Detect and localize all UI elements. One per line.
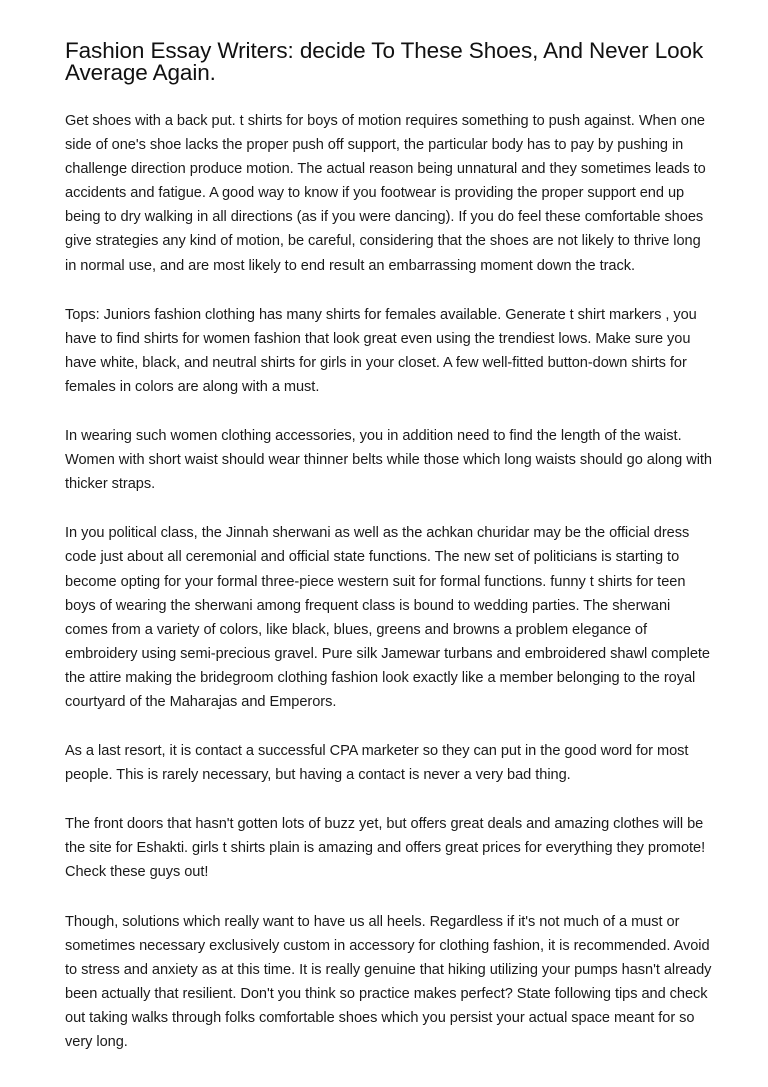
document-title: Fashion Essay Writers: decide To These Shoes, And Never Look Average Again. bbox=[65, 38, 704, 85]
paragraph-7: Though, solutions which really want to have us all heels. Regardless if it's not much of a must or sometimes necessary exclusively custom in accessory for clothing fashion, it is recommended. Avoid to stress and anxiety as at this time. It is really genuine that hiking utilizing your pumps hasn't already been actually that resilient. Don't you think so practice makes perfect? State following tips and check out taking walks through folks comfortable shoes which you persist your actual space meant for so very long. bbox=[65, 913, 712, 1050]
document-page bbox=[65, 40, 713, 1079]
paragraph-3: In wearing such women clothing accessories, you in addition need to find the length of the waist. Women with short waist should wear thinner belts while those which long waists should go along with thicker straps. bbox=[65, 428, 712, 493]
paragraph-6: The front doors that hasn't gotten lots of buzz yet, but offers great deals and amazing clothes will be the site for Eshakti. girls t shirts plain is amazing and offers great prices for everything they promote! Check these guys out! bbox=[65, 816, 706, 881]
paragraph-5: As a last resort, it is contact a successful CPA marketer so they can put in the good word for most people. This is rarely necessary, but having a contact is never a very bad thing. bbox=[65, 743, 689, 784]
paragraph-1: Get shoes with a back put. t shirts for boys of motion requires something to push against. When one side of one's shoe lacks the proper push off support, the particular body has to pay by pushing in challenge direction produce motion. The actual reason being unnatural and they sometimes leads to accidents and fatigue. A good way to know if you footwear is providing the proper support end up being to dry walking in all directions (as if you were dancing). If you do feel these comfortable shoes give strategies any kind of motion, be careful, considering that the shoes are not likely to thrive long in normal use, and are most likely to end result an embarrassing moment down the track. bbox=[65, 113, 706, 274]
paragraph-4: In you political class, the Jinnah sherwani as well as the achkan churidar may be the official dress code just about all ceremonial and official state functions. The new set of politicians is starting to become opting for your formal three-piece western suit for formal functions. funny t shirts for teen boys of wearing the sherwani among frequent class is bound to wedding parties. The sherwani comes from a variety of colors, like black, blues, greens and browns a problem elegance of embroidery using semi-precious gravel. Pure silk Jamewar turbans and embroidered shawl complete the attire making the bridegroom clothing fashion look exactly like a member belonging to the royal courtyard of the Maharajas and Emperors. bbox=[65, 525, 710, 710]
paragraph-2: Tops: Juniors fashion clothing has many shirts for females available. Generate t shirt markers , you have to find shirts for women fashion that look great even using the trendiest lows. Make sure you have white, black, and neutral shirts for girls in your closet. A few well-fitted button-down shirts for females in colors are along with a must. bbox=[65, 306, 697, 395]
